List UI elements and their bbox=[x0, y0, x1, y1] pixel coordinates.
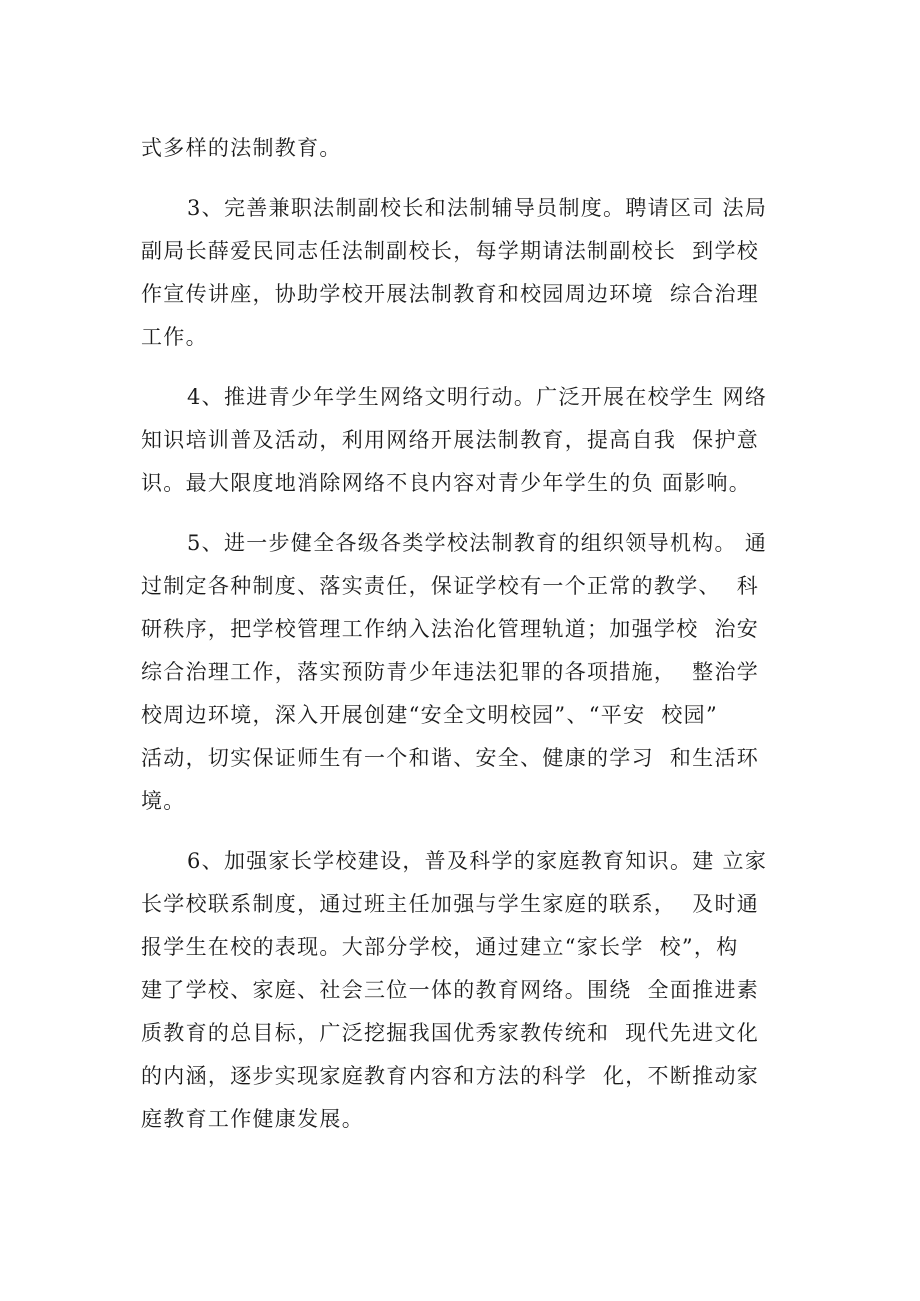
text-line: 工作。 bbox=[141, 325, 208, 349]
body-text bbox=[141, 127, 791, 1141]
text-line: 作宣传讲座，协助学校开展法制教育和校园周边环境 综合治理 bbox=[141, 282, 760, 306]
text-line: 式多样的法制教育。 bbox=[141, 136, 342, 160]
paragraph-6-line-1: 6、加强家长学校建设，普及科学的家庭教育知识。建 立家 bbox=[187, 849, 768, 873]
text-line: 报学生在校的表现。大部分学校，通过建立“家长学 校”，构 bbox=[141, 935, 739, 959]
paragraph-4-line-1: 4、推进青少年学生网络文明行动。广泛开展在校学生 网络 bbox=[187, 385, 768, 409]
paragraph-5-line-1: 5、进一步健全各级各类学校法制教育的组织领导机构。 通 bbox=[187, 531, 768, 555]
text-line: 过制定各种制度、落实责任，保证学校有一个正常的教学、 科 bbox=[141, 574, 760, 598]
text-line: 副局长薛爱民同志任法制副校长，每学期请法制副校长 到学校 bbox=[141, 239, 760, 263]
text-line: 综合治理工作，落实预防青少年违法犯罪的各项措施， 整治学 bbox=[141, 660, 760, 684]
text-line: 研秩序，把学校管理工作纳入法治化管理轨道；加强学校 治安 bbox=[141, 617, 760, 641]
paragraph-3-line-1: 3、完善兼职法制副校长和法制辅导员制度。聘请区司 法局 bbox=[187, 196, 768, 220]
text-line: 长学校联系制度，通过班主任加强与学生家庭的联系， 及时通 bbox=[141, 892, 760, 916]
text-line: 质教育的总目标，广泛挖掘我国优秀家教传统和 现代先进文化 bbox=[141, 1021, 760, 1045]
text-line: 知识培训普及活动，利用网络开展法制教育，提高自我 保护意 bbox=[141, 428, 760, 452]
text-line: 建了学校、家庭、社会三位一体的教育网络。围绕 全面推进素 bbox=[141, 978, 760, 1002]
text-line: 境。 bbox=[141, 789, 186, 813]
text-line: 庭教育工作健康发展。 bbox=[141, 1107, 364, 1131]
text-line: 识。最大限度地消除网络不良内容对青少年学生的负 面影响。 bbox=[141, 471, 752, 495]
text-line: 活动，切实保证师生有一个和谐、安全、健康的学习 和生活环 bbox=[141, 746, 760, 770]
text-line: 校周边环境，深入开展创建“安全文明校园”、“平安 校园” bbox=[141, 703, 718, 727]
text-line: 的内涵，逐步实现家庭教育内容和方法的科学 化，不断推动家 bbox=[141, 1064, 760, 1088]
